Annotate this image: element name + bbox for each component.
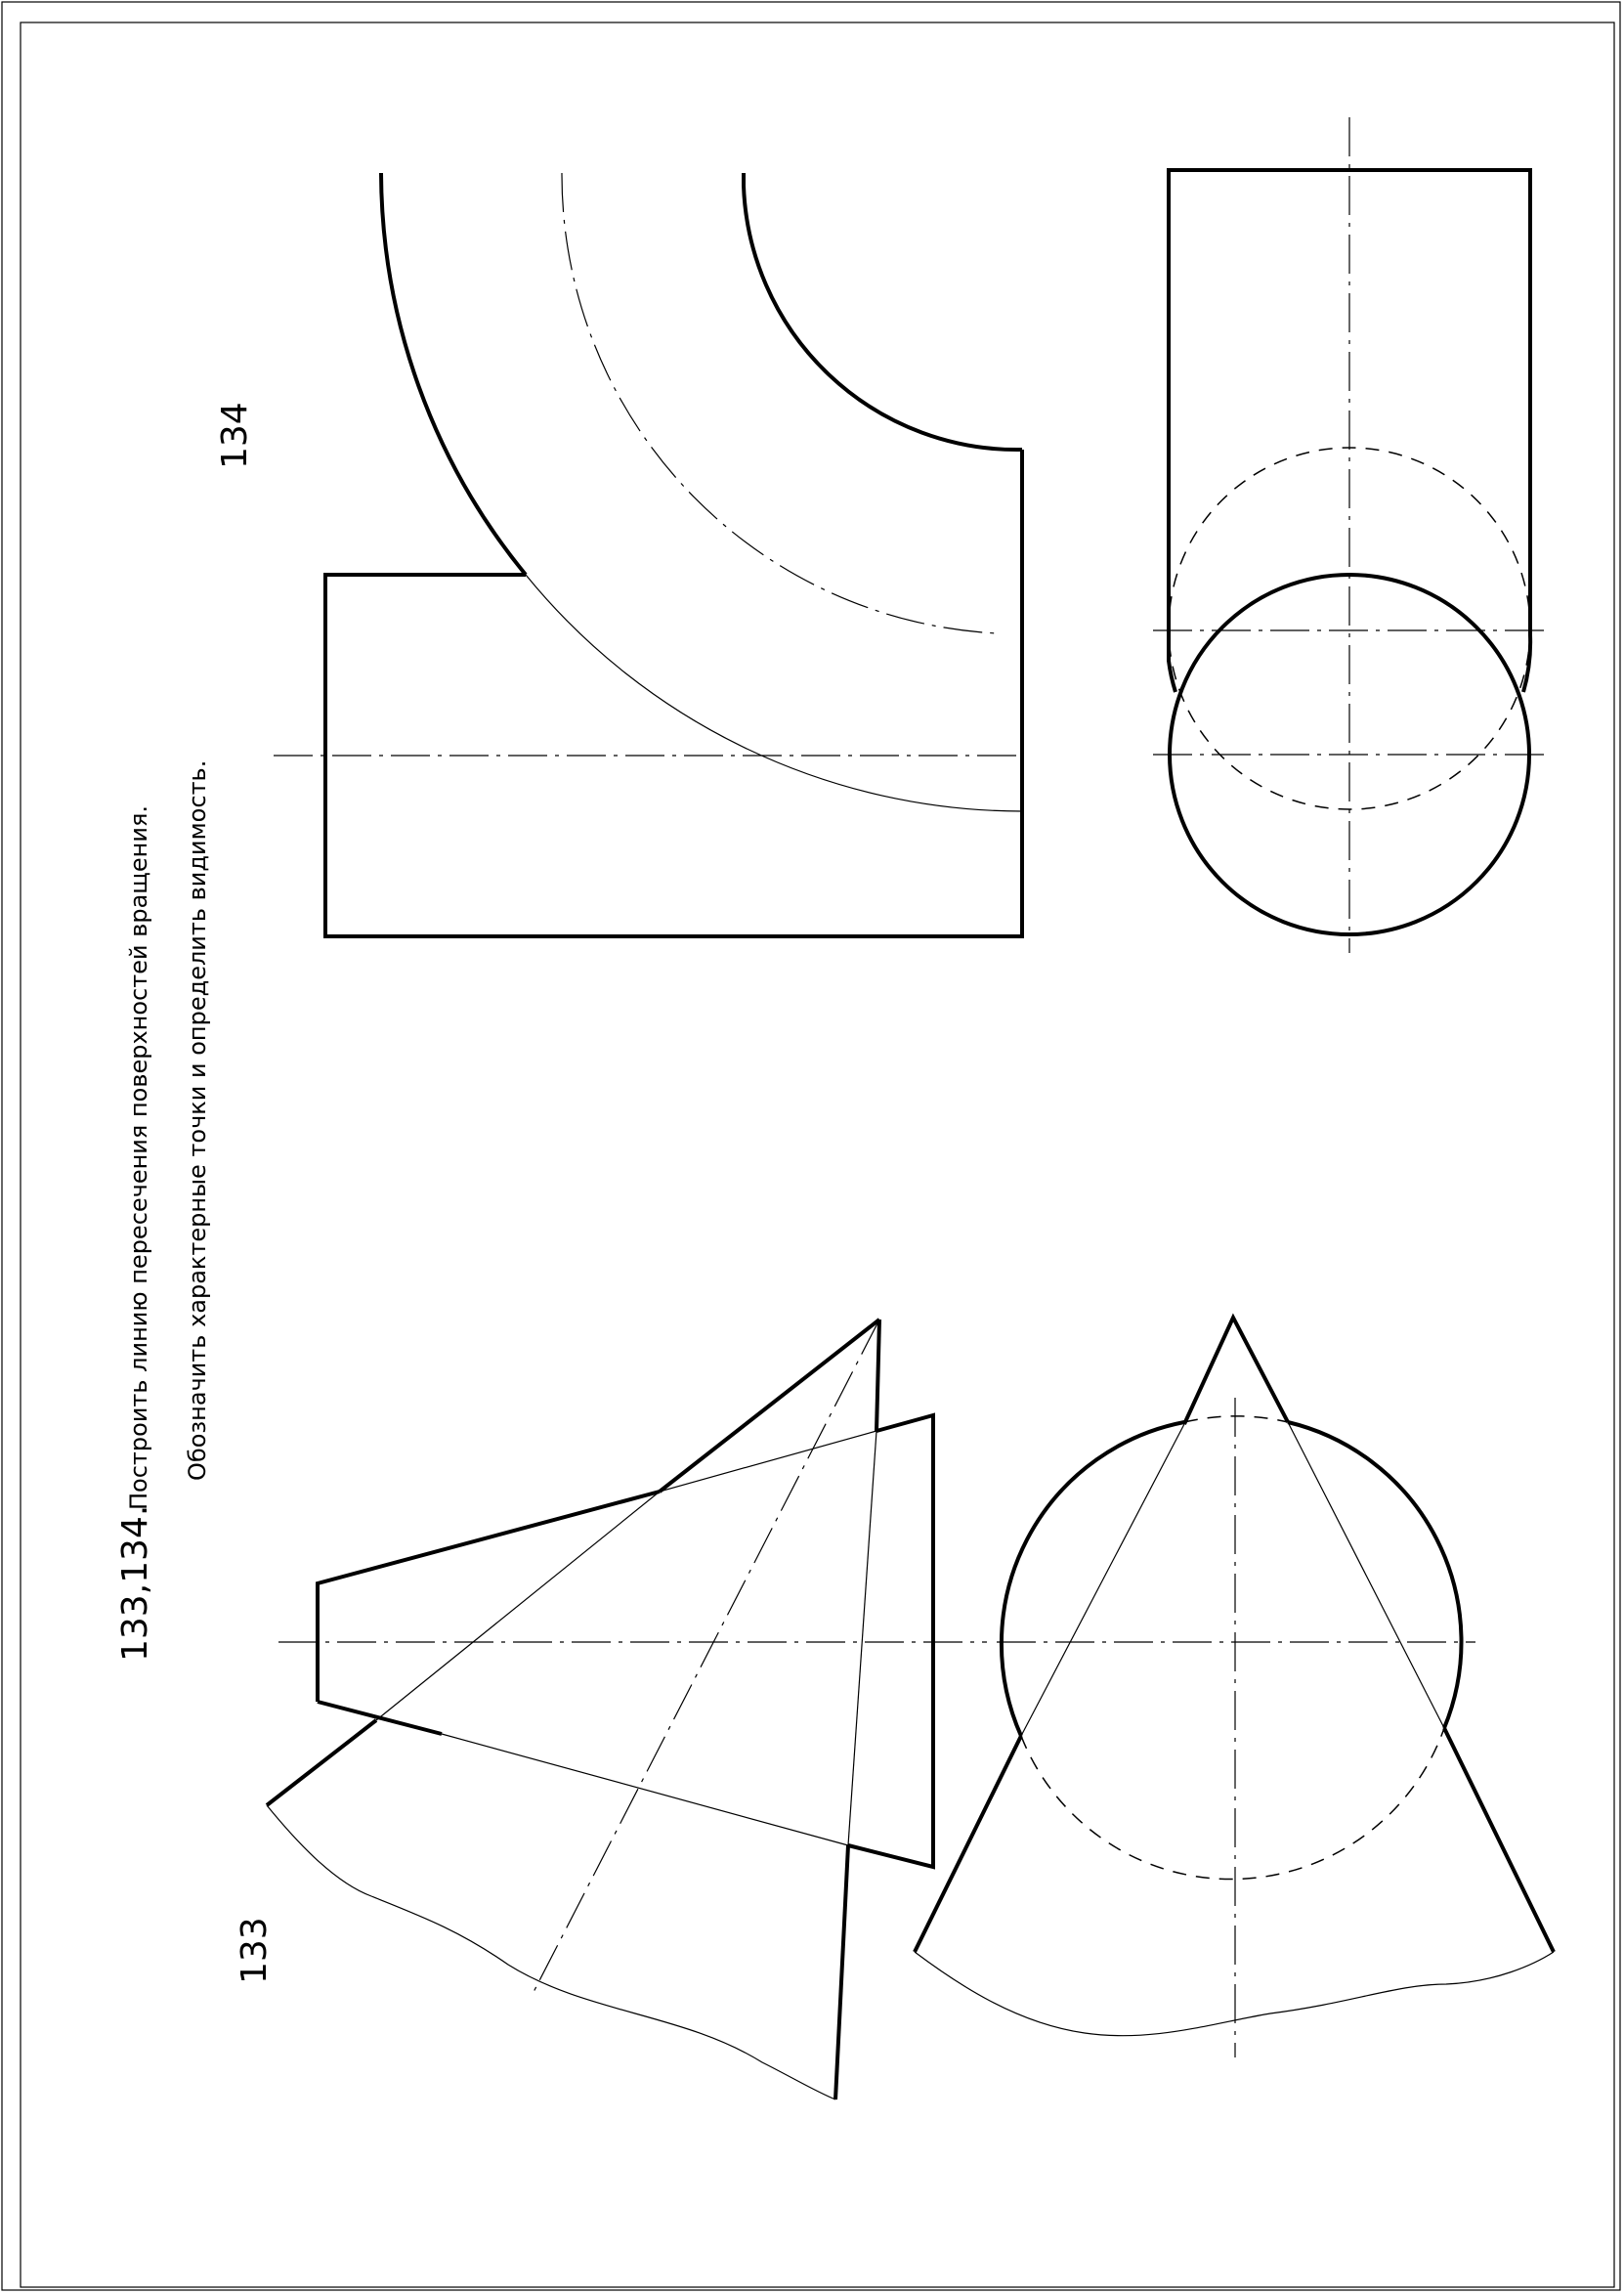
frustum-top-left bbox=[318, 1492, 660, 1702]
frustum-top-thin bbox=[660, 1431, 876, 1492]
pipe-side-lower-left bbox=[1169, 616, 1175, 692]
cone-upper-generator bbox=[660, 1320, 879, 1492]
circle-visible-right bbox=[1288, 1422, 1462, 1728]
problem-134-front-view bbox=[274, 173, 1024, 936]
top-break-line bbox=[915, 1952, 1554, 2036]
circle-hidden-lower bbox=[1021, 1728, 1444, 1880]
task-text-line2: Обозначить характерные точки и определить видимость. bbox=[184, 759, 211, 1481]
cone-left-generator bbox=[267, 1720, 376, 1805]
problem-134-side-view bbox=[1153, 117, 1549, 953]
cone-top-left-thin bbox=[1021, 1424, 1184, 1736]
cone-top-right-thin bbox=[1288, 1422, 1444, 1728]
cone-apex-edge bbox=[876, 1320, 879, 1431]
circle-visible-left bbox=[1002, 1422, 1184, 1736]
frustum-right-end bbox=[848, 1415, 933, 1867]
problem-133-top-view bbox=[915, 1318, 1554, 2057]
cone-top-apex bbox=[1184, 1318, 1288, 1424]
circle-hidden-top bbox=[1184, 1416, 1288, 1422]
cone-top-left-generator bbox=[915, 1736, 1021, 1952]
bend-outer-contour bbox=[381, 173, 526, 575]
bend-axis-arc bbox=[562, 173, 997, 633]
bend-inner-contour bbox=[744, 173, 1022, 450]
pipe-side-lower-right bbox=[1523, 616, 1530, 692]
problem-134-label: 134 bbox=[215, 402, 255, 469]
problem-133-front-view bbox=[267, 1320, 987, 2099]
cone-hidden-edge bbox=[848, 1431, 876, 1845]
cone-break-line bbox=[267, 1805, 835, 2099]
cone-axis bbox=[533, 1320, 879, 1994]
problem-133-label: 133 bbox=[235, 1917, 275, 1984]
bend-outer-continuation bbox=[526, 575, 1022, 811]
cone-lower-edge bbox=[835, 1845, 848, 2099]
cone-left-generator-thin bbox=[376, 1492, 660, 1720]
cone-top-right-generator bbox=[1444, 1728, 1554, 1952]
task-number: 133,134. bbox=[115, 1504, 155, 1662]
task-text-line1: Построить линию пересечения поверхностей вращения. bbox=[125, 804, 152, 1510]
frustum-bottom-thin bbox=[442, 1734, 848, 1845]
cylinder-outline bbox=[325, 450, 1022, 936]
